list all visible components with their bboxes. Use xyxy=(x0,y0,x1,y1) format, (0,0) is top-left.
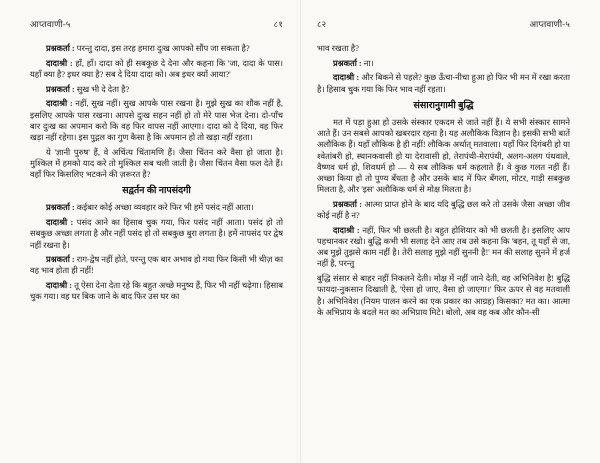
body-paragraph: बुद्धि संसार से बाहर नहीं निकलने देती। मोक्ष में नहीं जाने देती, वह अभिनिवेश है! बुद्धि फायदा-नुकसान दिखाती है, 'ऐसा हो जाए, वैसा हो जाएगा।' फिर ऊपर से वह मतवाली है। अभिनिवेश (नियम पालन करने का एक प्रकार का आग्रह) किसका? मत का। आत्मा के अभिप्राय के बदले मत का अभिप्राय मिटे। बोलो, अब वह कब और कौन-सी xyxy=(317,274,570,317)
speaker-label: दादाश्री : xyxy=(46,58,76,68)
page-body-right xyxy=(317,43,570,321)
body-paragraph: ये 'ज्ञानी पुरुष' हैं, वे अचिंत्य चिंतामणि हैं। जैसा चिंतन करे वैसा हो जाता है। मुश्किल में हमको याद करे तो मुश्किल सब चली जाती है। जैसा चिंतन वैसा फल देते हैं। वहाँ फिर किसलिए भटकने की ज़रूरत है? xyxy=(30,147,283,180)
speaker-label: दादाश्री : xyxy=(46,281,75,291)
dialogue-paragraph: प्रश्नकर्ता : कईबार कोई अच्छा व्यवहार करे फिर भी हमें पसंद नहीं आता। xyxy=(46,203,254,213)
dialogue-paragraph: दादाश्री : हाँ, हाँ। दादा को ही सबकुछ दे देना और कहना कि 'जा, दादा के पास। यहाँ क्या है? इधर क्या है? सब दे दिया दादा को। अब इधर क्यों आया?' xyxy=(30,58,283,79)
section-heading: सद्वर्तन की नापसंदगी xyxy=(122,186,191,197)
dialogue-paragraph: प्रश्नकर्ता : सुख भी दे देता है? xyxy=(46,84,130,94)
speaker-label: प्रश्नकर्ता : xyxy=(46,203,77,213)
dialogue-paragraph: प्रश्नकर्ता : परन्तु दादा, इस तरह हमारा दुःख आपको सौंप जा सकता है? xyxy=(46,44,250,53)
page-number-right: ८२ xyxy=(317,19,327,29)
speaker-label: प्रश्नकर्ता : xyxy=(46,255,77,265)
page-header-right xyxy=(317,18,570,30)
speaker-label: दादाश्री : xyxy=(46,218,77,228)
page-body-left xyxy=(30,43,283,306)
dialogue-paragraph: दादाश्री : और बिकने से पहले? कुछ ऊँचा-नीचा हुआ हो फिर भी मन में रखा करता है। हिसाब चुक गया कि फिर भाव नहीं रहता। xyxy=(317,73,570,94)
dialogue-paragraph: दादाश्री : तू ऐसा देना देता रहे कि बहुत अच्छे मनुष्य हैं, फिर भी नहीं चढ़ेगा। हिसाब चुक गया। वह घर बिक जाने के बाद फिर उस घर का xyxy=(30,281,283,302)
page-number-left: ८१ xyxy=(273,19,283,29)
dialogue-paragraph: प्रश्नकर्ता : राग-द्वेष नहीं होते, परन्तु एक बार अभाव हो गया फिर किसी भी चीज़ का वह भाव होता ही नहीं! xyxy=(30,255,283,276)
running-title: आप्तवाणी-५ xyxy=(30,19,71,29)
page-right xyxy=(300,0,600,463)
speaker-label: प्रश्नकर्ता : xyxy=(46,44,77,53)
dialogue-paragraph: दादाश्री : नहीं, फिर भी छलती है। बहुत होशियार को भी छलती है। इसलिए आप पहचानकर रखो। बुद्धि कभी भी सलाह देने आए तब उसे कहना कि 'बहन, तू यहाँ से जा, अब मुझे तुझसे काम नहीं है। तेरी सलाह मुझे नहीं सुननी है!' मन की सलाह सुनने में हर्ज नहीं है, परन्तु xyxy=(317,225,570,269)
dialogue-paragraph: प्रश्नकर्ता : ना। xyxy=(333,58,374,68)
body-paragraph: मत में पड़ा हुआ हो उसके संस्कार एकदम से जाते नहीं हैं। ये सभी संस्कार सामने आते हैं। उन सबसे आपको खबरदार रहना है। यह अलौकिक विज्ञान है। इसकी सभी बातें अलौकिक हैं। यहाँ लौकिक है ही नहीं! लौकिक अर्थात् मतवाला। यहाँ फिर दिगंबरी हो या श्वेतांबरी हो, स्थानकवासी हो या देरावासी हो, तेरापंथी-मेरापंथी, अलग-अलग पंथवाले, वैष्णव धर्म हो, शिवधर्म हो — ये सब लौकिक धर्म कहलाते हैं। वे कुछ गलत नहीं हैं। अच्छा किया हो तो पुण्य बँधता है और उसके बाद में फिर बँगला, मोटर, गाड़ी सबकुछ मिलता है, और 'इस' अलौकिक धर्म से मोक्ष मिलता है। xyxy=(317,118,570,195)
section-heading: संसारानुगामी बुद्धि xyxy=(413,100,474,111)
dialogue-paragraph: प्रश्नकर्ता : आत्मा प्राप्त होने के बाद यदि बुद्धि छल करे तो उसके जैसा अच्छा जीव कोई नहीं है न? xyxy=(317,199,570,221)
speaker-label: प्रश्नकर्ता : xyxy=(46,84,77,94)
speaker-label: प्रश्नकर्ता : xyxy=(333,199,365,209)
dialogue-paragraph: दादाश्री : नहीं, सुख नहीं। सुख आपके पास रखना है। मुझे सुख का शौक नहीं है, इसलिए आपके पास रखना। आपसे दुःख सहन नहीं हो तो मेरे पास भेज देना। दो-पाँच बार दुःख का अपमान करो कि वह फिर वापस नहीं आएगा। दादा को दे दिया, वह फिर खड़ा नहीं रहेगा। इस पुद्गल का गुण कैसा है कि अपमान हो तो खड़ा नहीं रहता। xyxy=(30,99,283,142)
speaker-label: दादाश्री : xyxy=(333,225,363,235)
dialogue-paragraph: दादाश्री : पसंद आने का हिसाब चुक गया, फिर पसंद नहीं आता। पसंद हो तो सबकुछ अच्छा लगता है और नहीं पसंद हो तो सबकुछ बुरा लगता है। हमें नापसंद पर द्वेष नहीं रखना है। xyxy=(30,218,283,250)
page-header-left xyxy=(30,18,283,30)
speaker-label: दादाश्री : xyxy=(333,73,362,83)
speaker-label: प्रश्नकर्ता : xyxy=(333,58,364,68)
running-title: आप्तवाणी-५ xyxy=(529,19,570,29)
body-paragraph: भाव रखता है? xyxy=(317,44,359,53)
speaker-label: दादाश्री : xyxy=(46,99,76,109)
